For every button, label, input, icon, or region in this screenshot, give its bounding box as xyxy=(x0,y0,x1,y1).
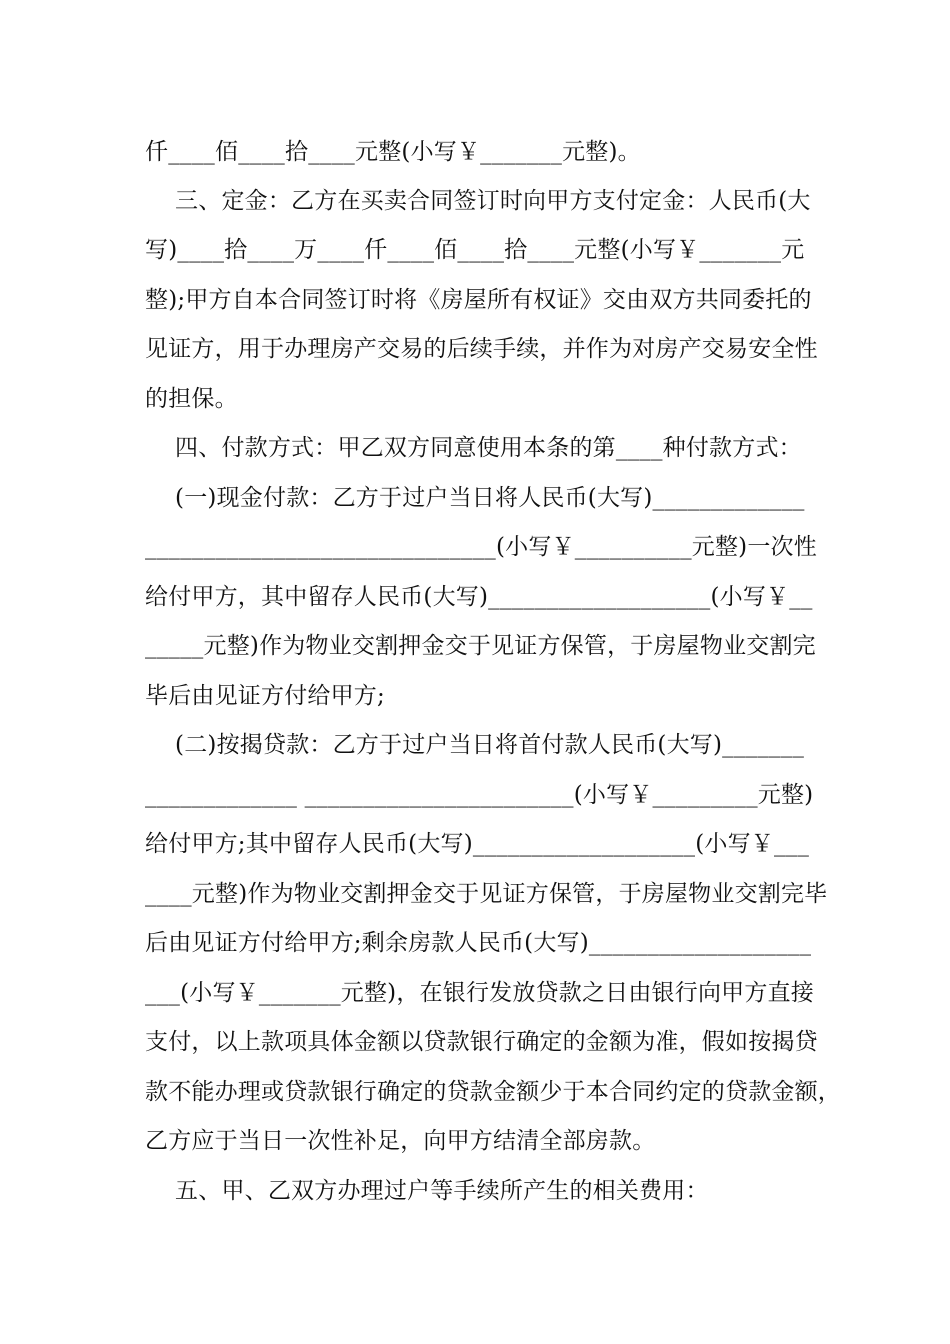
text-line: ___(小写￥_______元整)，在银行发放贷款之日由银行向甲方直接 xyxy=(145,980,814,1006)
text-line: 写)____拾____万____仟____佰____拾____元整(小写￥_______元 xyxy=(145,237,805,263)
text-line: _____元整)作为物业交割押金交于见证方保管，于房屋物业交割完 xyxy=(145,633,816,659)
text-line: 五、甲、乙双方办理过户等手续所产生的相关费用： xyxy=(145,1178,709,1204)
text-line: 后由见证方付给甲方;剩余房款人民币(大写)___________________ xyxy=(145,930,812,956)
text-line: 给付甲方;其中留存人民币(大写)___________________(小写￥___ xyxy=(145,831,810,857)
text-line: 款不能办理或贷款银行确定的贷款金额少于本合同约定的贷款金额， xyxy=(145,1079,841,1105)
text-line: ____元整)作为物业交割押金交于见证方保管，于房屋物业交割完毕 xyxy=(145,881,828,907)
text-line: 四、付款方式：甲乙双方同意使用本条的第____种付款方式： xyxy=(145,435,802,461)
text-line: 三、定金：乙方在买卖合同签订时向甲方支付定金：人民币(大 xyxy=(145,188,811,214)
text-line: 给付甲方，其中留存人民币(大写)___________________(小写￥__ xyxy=(145,584,813,610)
text-line: (二)按揭贷款：乙方于过户当日将首付款人民币(大写)_______ xyxy=(145,732,805,758)
text-line: 支付，以上款项具体金额以贷款银行确定的金额为准，假如按揭贷 xyxy=(145,1029,818,1055)
text-line: (一)现金付款：乙方于过户当日将人民币(大写)_____________ xyxy=(145,485,805,511)
text-line: 整);甲方自本合同签订时将《房屋所有权证》交由双方共同委托的 xyxy=(145,287,812,313)
text-line: 见证方，用于办理房产交易的后续手续，并作为对房产交易安全性 xyxy=(145,336,818,362)
text-line: ______________________________(小写￥__________元整)一次性 xyxy=(145,534,817,560)
text-line: 毕后由见证方付给甲方; xyxy=(145,683,385,709)
text-line: 仟____佰____拾____元整(小写￥_______元整)。 xyxy=(145,139,641,165)
text-line: _____________ _______________________(小写￥_________元整) xyxy=(145,782,814,808)
text-line: 乙方应于当日一次性补足，向甲方结清全部房款。 xyxy=(145,1128,656,1154)
text-line: 的担保。 xyxy=(145,386,238,412)
